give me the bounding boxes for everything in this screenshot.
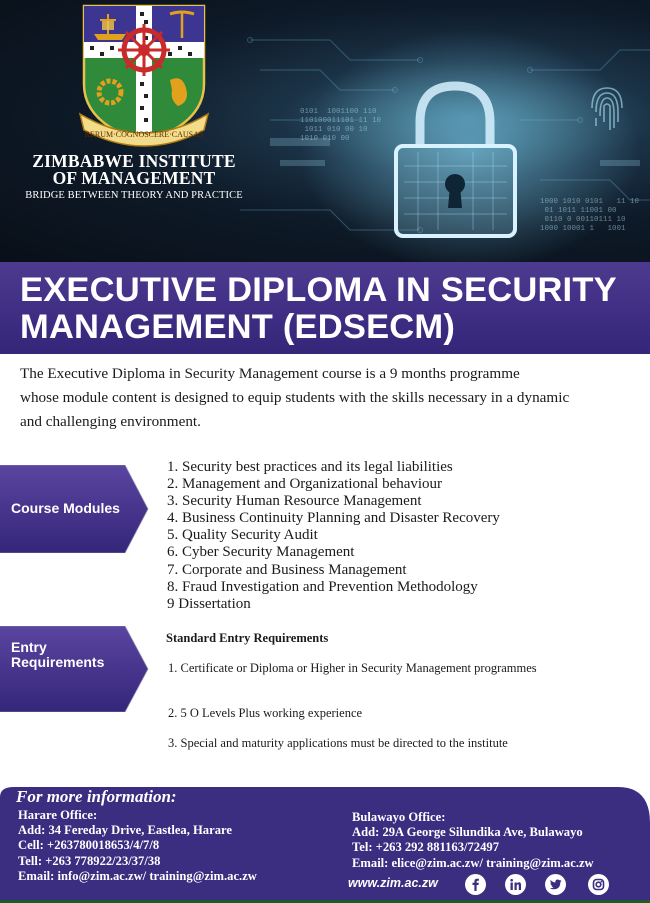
bulawayo-office [352, 810, 594, 871]
linkedin-icon[interactable] [505, 874, 526, 895]
entry-requirements-title-line: Requirements [11, 654, 105, 670]
list-item: 4. Business Continuity Planning and Disaster Recovery [167, 510, 500, 527]
office-title: Harare Office: [18, 808, 98, 822]
instagram-icon[interactable] [588, 874, 609, 895]
website-link[interactable]: www.zim.ac.zw [348, 876, 438, 890]
page-title-line: EXECUTIVE DIPLOMA IN SECURITY [20, 271, 617, 309]
office-cell: Cell: +263780018653/4/7/8 [18, 838, 160, 853]
institute-tagline: BRIDGE BETWEEN THEORY AND PRACTICE [25, 190, 243, 201]
list-item: 9 Dissertation [167, 595, 251, 612]
fingerprint-icon [586, 82, 628, 134]
facebook-icon[interactable] [465, 874, 486, 895]
page-title [20, 272, 640, 346]
intro-paragraph [20, 362, 638, 434]
intro-line: The Executive Diploma in Security Management course is a 9 months programme [20, 365, 520, 382]
office-tel: Tell: +263 778922/23/37/38 [18, 853, 161, 868]
list-item: 1. Security best practices and its legal liabilities [167, 459, 453, 475]
course-modules-list [167, 459, 637, 613]
office-address: Add: 29A George Silundika Ave, Bulawayo [352, 825, 583, 840]
entry-requirements-label [0, 626, 150, 712]
padlock-icon [388, 78, 523, 243]
office-address: Add: 34 Fereday Drive, Eastlea, Harare [18, 823, 232, 838]
twitter-icon[interactable] [545, 874, 566, 895]
hero-banner [0, 0, 650, 262]
binary-digits: 0101 1001100 110 110100011101 11 10 1011 010 00 10 1010 010 00 [300, 108, 382, 143]
entry-requirements-title [11, 640, 104, 670]
institute-name-line: OF MANAGEMENT [52, 168, 216, 188]
list-item: 7. Corporate and Business Management [167, 561, 407, 578]
institute-crest-logo [78, 2, 210, 152]
office-title: Bulawayo Office: [352, 810, 446, 824]
binary-digits: 1000 1010 0101 11 10 01 1011 11001 00 0110 0 00110111 10 1000 10001 1 1001 [540, 198, 640, 233]
crest-motto: RERUM·COGNOSCERE·CAUSAS [84, 130, 204, 139]
title-banner [0, 262, 650, 354]
entry-requirements-title-line: Entry [11, 639, 47, 655]
institute-name-line: ZIMBABWE INSTITUTE [32, 151, 236, 171]
list-item: 3. Security Human Resource Management [167, 493, 422, 510]
intro-line: whose module content is designed to equip students with the skills necessary in a dynamic [20, 389, 570, 406]
list-item: 8. Fraud Investigation and Prevention Methodology [167, 578, 478, 595]
office-tel: Tel: +263 292 881163/72497 [352, 840, 499, 855]
list-item: 2. 5 O Levels Plus working experience [168, 706, 363, 720]
contact-footer [0, 783, 650, 903]
page-title-line: MANAGEMENT (EDSECM) [20, 308, 456, 346]
list-item: 6. Cyber Security Management [167, 544, 355, 561]
course-modules-label [0, 465, 150, 553]
list-item: 3. Special and maturity applications must be directed to the institute [168, 736, 508, 750]
more-info-heading: For more information: [16, 787, 177, 806]
harare-office [18, 808, 257, 884]
course-modules-title: Course Modules [11, 500, 120, 516]
institute-name [10, 153, 258, 187]
office-email[interactable]: Email: elice@zim.ac.zw/ training@zim.ac.zw [352, 855, 594, 870]
list-item: 5. Quality Security Audit [167, 527, 318, 544]
list-item: 1. Certificate or Diploma or Higher in Security Management programmes [168, 661, 537, 675]
list-item: 2. Management and Organizational behaviour [167, 476, 443, 493]
intro-line: and challenging environment. [20, 413, 201, 430]
entry-requirements-heading: Standard Entry Requirements [166, 631, 329, 645]
office-email[interactable]: Email: info@zim.ac.zw/ training@zim.ac.zw [18, 868, 257, 883]
